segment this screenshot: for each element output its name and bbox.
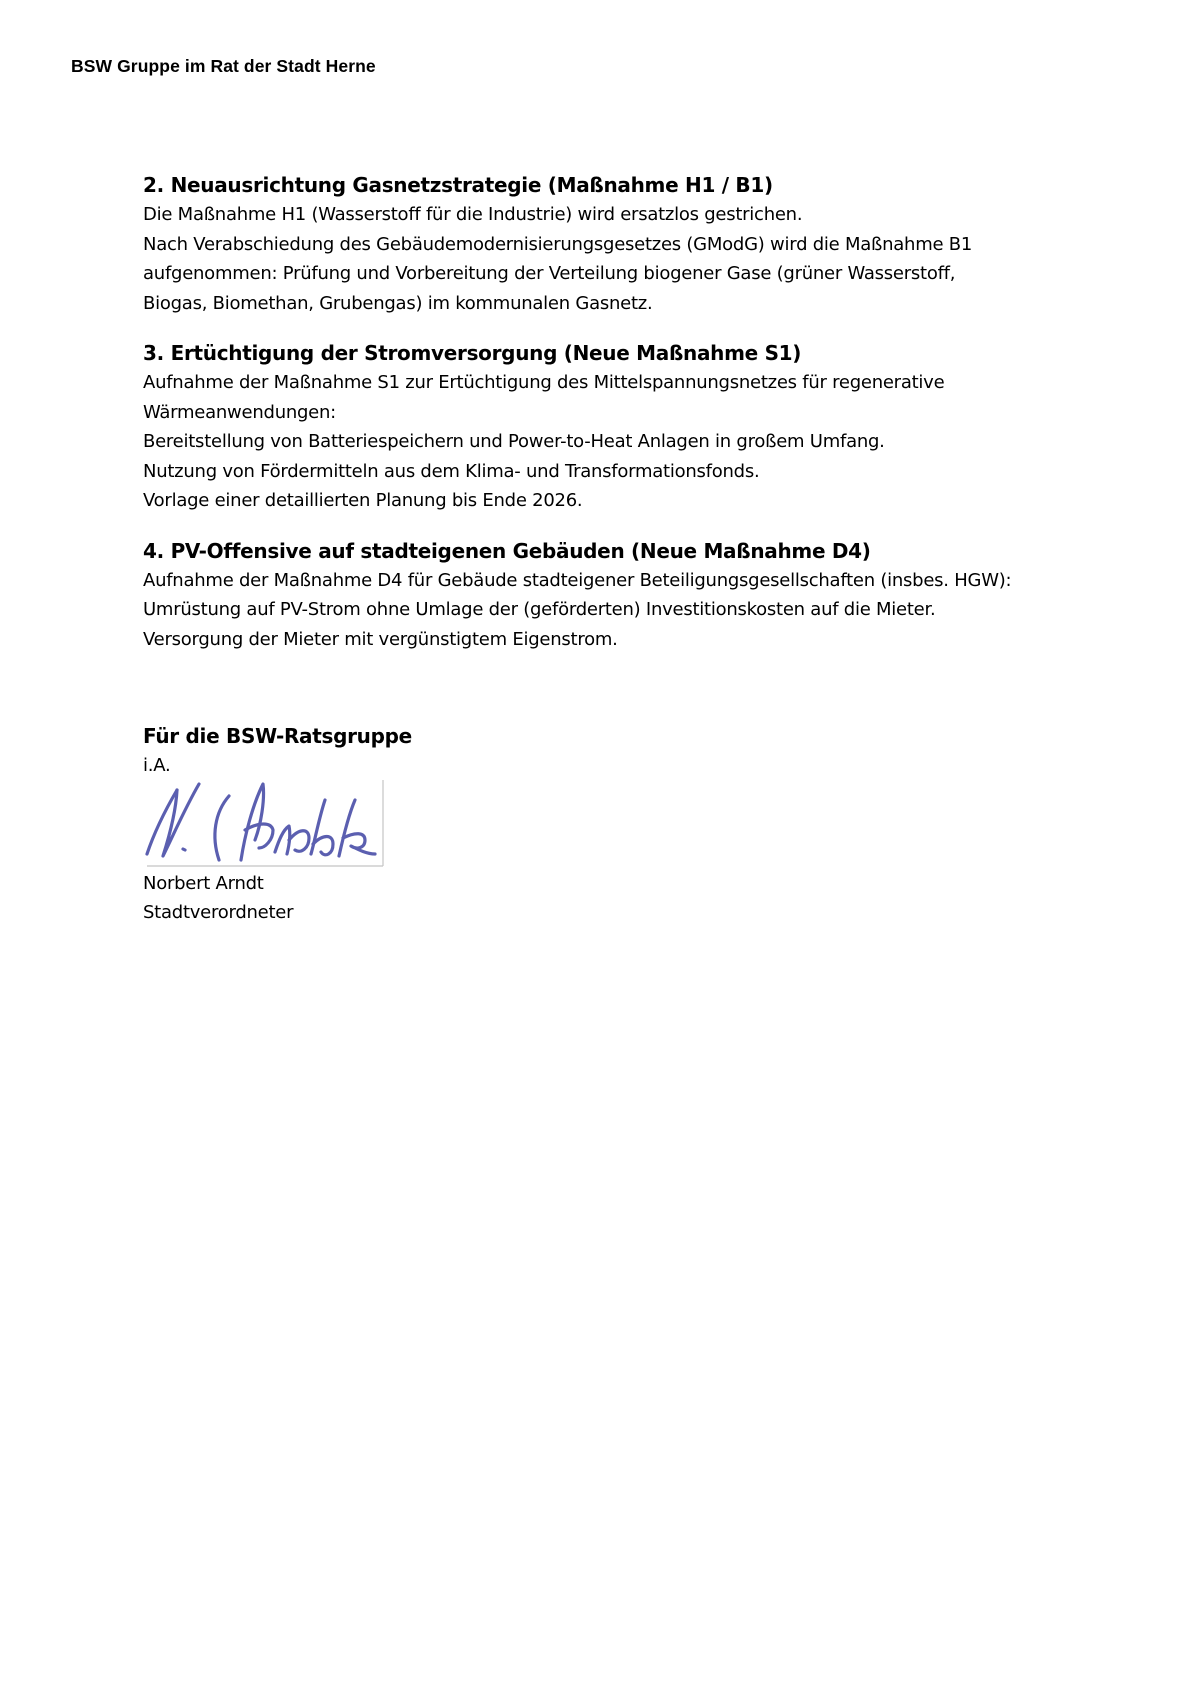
section-line: Nach Verabschiedung des Gebäudemodernisierungsgesetzes (GModG) wird die Maßnahme B1	[143, 233, 973, 255]
signer-role: Stadtverordneter	[143, 902, 294, 923]
section-line: Vorlage einer detaillierten Planung bis Ende 2026.	[143, 490, 583, 511]
section-line: Umrüstung auf PV-Strom ohne Umlage der (geförderten) Investitionskosten auf die Mieter.	[143, 599, 936, 620]
section-line: Nutzung von Fördermitteln aus dem Klima- und Transformationsfonds.	[143, 460, 760, 482]
closing-block	[143, 721, 412, 780]
section-title: 4. PV-Offensive auf stadteigenen Gebäuden (Neue Maßnahme D4)	[143, 538, 871, 563]
closing-title: Für die BSW-Ratsgruppe	[143, 724, 412, 748]
section-line: Aufnahme der Maßnahme S1 zur Ertüchtigung des Mittelspannungsnetzes für regenerative	[143, 372, 945, 393]
section-line: Bereitstellung von Batteriespeichern und Power-to-Heat Anlagen in großem Umfang.	[143, 431, 885, 452]
section-gas-network	[143, 170, 1153, 318]
section-pv-offensive	[143, 536, 1153, 655]
section-line: aufgenommen: Prüfung und Vorbereitung der Verteilung biogener Gase (grüner Wasserstoff,	[143, 263, 956, 284]
section-title: 2. Neuausrichtung Gasnetzstrategie (Maßnahme H1 / B1)	[143, 173, 773, 197]
section-title: 3. Ertüchtigung der Stromversorgung (Neue Maßnahme S1)	[143, 341, 802, 365]
document-header: BSW Gruppe im Rat der Stadt Herne	[71, 56, 376, 76]
section-line: Wärmeanwendungen:	[143, 401, 336, 423]
section-line: Die Maßnahme H1 (Wasserstoff für die Industrie) wird ersatzlos gestrichen.	[143, 204, 803, 225]
handwritten-signature	[143, 778, 387, 868]
section-line: Versorgung der Mieter mit vergünstigtem Eigenstrom.	[143, 628, 618, 650]
section-power-supply	[143, 338, 1153, 516]
on-behalf-label: i.A.	[143, 755, 171, 776]
document-body	[143, 170, 1153, 674]
section-line: Aufnahme der Maßnahme D4 für Gebäude stadteigener Beteiligungsgesellschaften (insbes. HGW):	[143, 569, 1012, 591]
signer-name: Norbert Arndt	[143, 873, 264, 894]
signer-block	[143, 869, 293, 927]
section-line: Biogas, Biomethan, Grubengas) im kommunalen Gasnetz.	[143, 292, 653, 314]
